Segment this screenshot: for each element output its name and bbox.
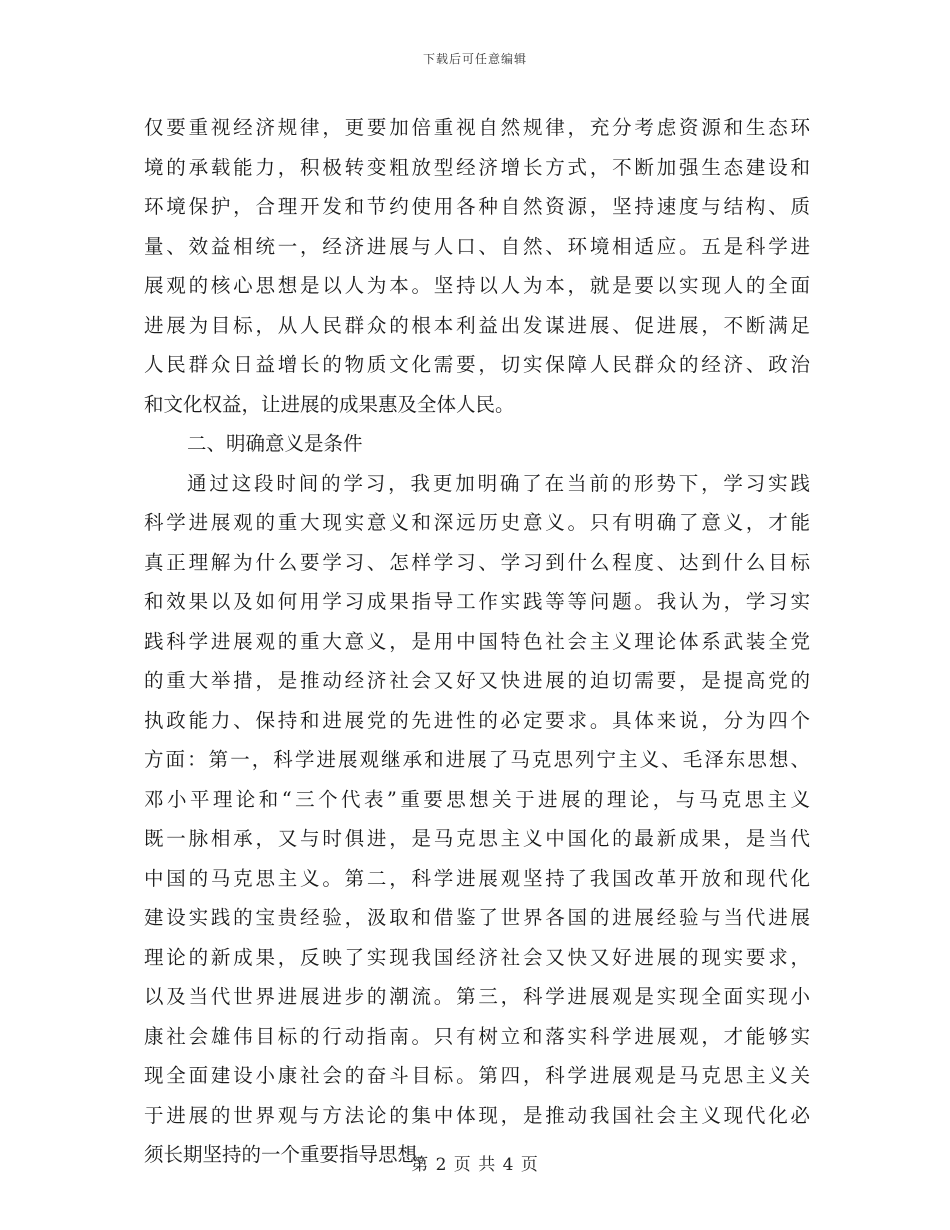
- paragraph-line: 践科学进展观的重大意义，是用中国特色社会主义理论体系武装全党: [144, 629, 810, 653]
- paragraph-line: 环境保护，合理开发和节约使用各种自然资源，坚持速度与结构、质: [144, 195, 810, 218]
- paragraph-line: 境的承载能力，积极转变粗放型经济增长方式，不断加强生态建设和: [144, 155, 810, 179]
- paragraph-line: 既一脉相承，又与时俱进，是马克思主义中国化的最新成果，是当代: [144, 827, 810, 850]
- page-number: 第 2 页 共 4 页: [411, 1155, 539, 1175]
- paragraph-line: 方面：第一，科学进展观继承和进展了马克思列宁主义、毛泽东思想、: [144, 748, 810, 771]
- paragraph-line: 康社会雄伟目标的行动指南。只有树立和落实科学进展观，才能够实: [144, 1024, 810, 1048]
- paragraph-line: 现全面建设小康社会的奋斗目标。第四，科学进展观是马克思主义关: [144, 1064, 810, 1087]
- page-header: 下载后可任意编辑: [422, 52, 527, 66]
- paragraph-line: 于进展的世界观与方法论的集中体现，是推动我国社会主义现代化必: [144, 1103, 810, 1127]
- document-body: [144, 108, 810, 1175]
- paragraph-line: 真正理解为什么要学习、怎样学习、学习到什么程度、达到什么目标: [144, 550, 810, 574]
- paragraph-1: [144, 108, 810, 424]
- paragraph-line: 量、效益相统一，经济进展与人口、自然、环境相适应。五是科学进: [144, 234, 810, 258]
- paragraph-line: 须长期坚持的一个重要指导思想。: [144, 1143, 437, 1166]
- paragraph-line: 仅要重视经济规律，更要加倍重视自然规律，充分考虑资源和生态环: [144, 116, 810, 139]
- paragraph-line: 通过这段时间的学习，我更加明确了在当前的形势下，学习实践: [187, 471, 810, 495]
- paragraph-line: 科学进展观的重大现实意义和深远历史意义。只有明确了意义，才能: [144, 511, 810, 534]
- paragraph-2: [144, 464, 810, 1175]
- paragraph-line: 理论的新成果，反映了实现我国经济社会又快又好进展的现实要求，: [144, 945, 810, 969]
- paragraph-line: 人民群众日益增长的物质文化需要，切实保障人民群众的经济、政治: [144, 353, 810, 376]
- paragraph-line: 展观的核心思想是以人为本。坚持以人为本，就是要以实现人的全面: [144, 274, 810, 297]
- section-heading: 二、明确意义是条件: [187, 432, 363, 455]
- paragraph-line: 执政能力、保持和进展党的先进性的必定要求。具体来说，分为四个: [144, 708, 810, 732]
- paragraph-line: 的重大举措，是推动经济社会又好又快进展的迫切需要，是提高党的: [144, 669, 810, 692]
- paragraph-line: 邓小平理论和“三个代表”重要思想关于进展的理论，与马克思主义: [144, 787, 810, 811]
- paragraph-line: 和效果以及如何用学习成果指导工作实践等等问题。我认为，学习实: [144, 590, 810, 613]
- paragraph-line: 以及当代世界进展进步的潮流。第三，科学进展观是实现全面实现小: [144, 985, 810, 1008]
- paragraph-line: 建设实践的宝贵经验，汲取和借鉴了世界各国的进展经验与当代进展: [144, 906, 810, 929]
- paragraph-line: 进展为目标，从人民群众的根本利益出发谋进展、促进展，不断满足: [144, 313, 810, 337]
- paragraph-line: 中国的马克思主义。第二，科学进展观坚持了我国改革开放和现代化: [144, 866, 810, 890]
- paragraph-line: 和文化权益，让进展的成果惠及全体人民。: [144, 392, 515, 416]
